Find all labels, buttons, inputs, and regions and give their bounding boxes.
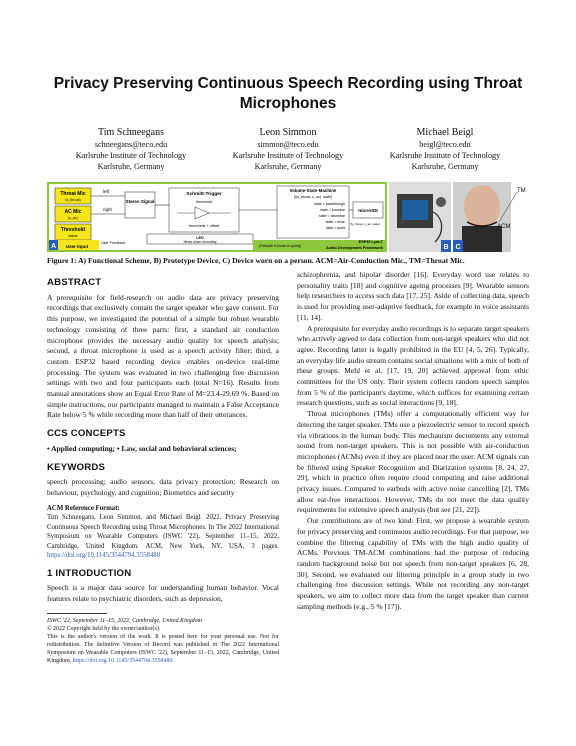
label-b: B [443, 244, 449, 251]
author-location: Karlsruhe, Germany [97, 162, 165, 171]
right-paragraph-4: Our contributions are of two kind: First, we propose a wearable system for privacy preserving and continuous audio recordings. For that purpose, we combine the filtering capability of TMs with the high audio quality of ACMs. Previous TM-ACM combinations had the purpose of reducing random background noise but not speech from non-target speakers [6, 28, 30]. Second, we evaluated our filtering principle in a group study in two challenging free discussion settings. While not recording any non-target speakers, we aim to collect more data from the target speaker than current sampling methods (e.g., 5 % [17]). [297, 516, 529, 611]
footnote-rule [47, 613, 107, 614]
intro-text: Speech is a major data source for understanding human behavior. Vocal features relate to psychiatric disorders, such as depression, [47, 583, 279, 604]
label-c: C [455, 244, 461, 251]
abstract-text: A prerequisite for field-research on audio data are privacy preserving recordings that exclusively contain the target speaker who gave consent. For this purpose, we investigated the potential of a simple but robust wearable technology consisting of three parts: first, a standard air conduction microphone provides the necessary audio quality for speech analysis; second, a throat microphone is used as a speech activity filter; third, a custom ESP32 based recording device enables on-device real-time processing. The system was evaluated in two challenging free discussion settings with two and four participants each (total N=16). Results from manual annotations show an Equal Error Rate of M=23.4-29.69 %. Based on simple instructions, our participants managed to maintain a False Acceptance Rate below 5 % while recording more than half of their utterances. [47, 292, 279, 420]
stereo-signal-text: Stereo Signal [125, 199, 155, 204]
left-label: left [103, 189, 110, 194]
acm-doi-link[interactable]: https://doi.org/10.1145/3544794.3558480 [47, 552, 161, 560]
acm-ref-body: Tim Schneegans, Leon Simmon, and Michael Beigl. 2022. Privacy Preserving Continuous Speech Recording using Throat Microphones. In The 2022 International Symposium on Wearable Computers (ISWC '22), September 11–15, 2022, Cambridge, United Kingdom. ACM, New York, NY, USA, 3 pages. [47, 514, 279, 550]
vsm-box [277, 186, 349, 238]
stereo-signal-label [126, 199, 155, 204]
author-1 [56, 126, 206, 172]
paper-title: Privacy Preserving Continuous Speech Recording using Throat Microphones [53, 75, 523, 112]
vsm-state-5: state = quiet [325, 226, 345, 230]
throat-mic-sub: (s_throat) [65, 198, 81, 202]
author-name: Michael Beigl [416, 127, 474, 138]
author-name: Leon Simmon [259, 127, 317, 138]
schmitt-offset: threshold + offset [188, 223, 220, 228]
author-3 [370, 126, 520, 172]
esp-label: ESP32 Lyra-T [358, 240, 383, 244]
footnote-version [47, 633, 279, 665]
led-text: blinks when recording [183, 240, 217, 244]
led-label: LED [196, 236, 204, 240]
acm-ref-heading: ACM Reference Format: [47, 504, 120, 512]
mic-capsule-icon [436, 197, 446, 207]
ccs-text: • Applied computing; • Law, social and behavioral sciences; [47, 443, 237, 453]
schmitt-label: Schmitt-Trigger [186, 192, 222, 197]
abstract-heading: ABSTRACT [47, 277, 102, 288]
ac-mic-label: AC Mic [64, 209, 82, 215]
figure-caption: Figure 1: A) Functional Scheme, B) Prototype Device, C) Device worn on a person. ACM=Air-Conduction Mic., TM=Throat Mic. [47, 256, 465, 265]
threshold-sub: value [68, 233, 78, 238]
device-board [402, 200, 428, 220]
ac-mic-sub: (s_ac) [68, 216, 78, 220]
right-paragraph-1: schizophrenia, and bipolar disorder [16]. Everyday word use relates to personality traits [18] and cognitive ageing processes [9]. Wearable sensors help researchers to access such data [17, 25]. Aside of collecting data, speech is used for providing user-adaptive feedback, for example in voice assistants [11, 14]. [297, 270, 529, 322]
acm-label: ACM [497, 224, 511, 230]
acm-ref-text [47, 513, 279, 561]
ccs-heading: CCS CONCEPTS [47, 428, 126, 440]
author-email: simmon@teco.edu [257, 140, 319, 149]
framework-label: Audio Development Framework [326, 246, 383, 250]
vsm-state-3: state = decrease [319, 214, 345, 218]
footnote-version-text: This is the author's version of the work. It is posted here for your personal use. Not for redistribution. The definitive Version of Record was published in The 2022 International Symposium on Wearable Computers (ISWC '22), September 11–15, 2022, Cambridge, United Kingdom, [47, 633, 279, 664]
microsd-sub: f(s_throat, s_ac, state) [350, 222, 380, 226]
author-location: Karlsruhe, Germany [411, 162, 479, 171]
author-location: Karlsruhe, Germany [254, 162, 322, 171]
footnote-venue: ISWC '22, September 11–15, 2022, Cambridge, United Kingdom [47, 617, 202, 624]
footnote-copyright: © 2022 Copyright held by the owner/author(s). [47, 625, 161, 632]
right-label: right [103, 207, 112, 212]
schmitt-threshold: threshold [195, 199, 213, 204]
author-affiliation: Karlsruhe Institute of Technology [232, 151, 344, 160]
footnote-doi-link[interactable]: https://doi.org/10.1145/3544794.3558480. [72, 657, 175, 664]
right-column [297, 270, 529, 613]
author-email: beigl@teco.edu [419, 140, 471, 149]
vsm-state-4: state = mute [325, 220, 345, 224]
tm-label: TM [517, 188, 526, 194]
figure-1 [47, 182, 531, 252]
author-affiliation: Karlsruhe Institute of Technology [389, 151, 501, 160]
keywords-heading: KEYWORDS [47, 461, 106, 473]
stereo-signal-box [125, 192, 155, 218]
right-paragraph-2: A prerequisite for everyday audio recordings is to separate target speakers who actively agreed to data collection from non-target speakers who did not agree. Recording latter is legally prohibited in the EU [4, 5, 26]. Typically, an everyday life audio stream contains social situations with a mix of both of these groups. Mehl et al. [17, 19, 20] achieved approval from ethic committees for the US only. Their system collects random speech samples from 5 % of the participant's daytime, which suffices for examining certain research questions, such as social interactions [9, 18]. [297, 323, 529, 408]
author-2 [213, 126, 363, 172]
vsm-label: Volume-State-Machine [289, 188, 337, 193]
vsm-sub: (f(s_throat, s_ac), state) [293, 195, 333, 199]
keywords-text: speech processing; audio sensors, data privacy protection; Research on behaviour, psychology, and cognition; Biometrics and security [47, 477, 279, 497]
throat-mic-label: Throat Mic [60, 191, 86, 197]
left-column [47, 270, 279, 665]
intro-heading: 1 INTRODUCTION [47, 567, 132, 579]
author-name: Tim Schneegans [97, 127, 165, 138]
microsd-label: microSD [358, 209, 378, 214]
author-affiliation: Karlsruhe Institute of Technology [75, 151, 187, 160]
threshold-label: Threshold [60, 227, 86, 233]
right-paragraph-3: Throat microphones (TMs) offer a computationally efficient way for detecting the target speaker. TMs use a piezoelectric sensor to record speech via vibrations in the human body. This mechanism decrements any external sound from non-target speakers. This is not possible with air-conduction microphones (ACMs) even if they are placed near the user. ACM signals can be filtered using Speaker Recognition and Diarization systems [8, 24, 27, 29], which in practice often require cloud computing and raise additional privacy issues. Compared to earbuds with active noise cancelling [2], TMs allow ear-free interactions. However, TMs do not meet the data quality requirements for extensive speech analysis (but see [21, 22]). [297, 409, 529, 515]
person-shirt [462, 226, 502, 252]
feedback-formula: (Failsafe if (mute or quiet)) [259, 244, 302, 248]
user-input-label: User Input [65, 244, 89, 249]
vsm-state-2: state = increase [320, 208, 345, 212]
vsm-state-1: state = passthrough [314, 202, 345, 206]
user-feedback-label: User Feedback [101, 241, 126, 245]
label-a: A [50, 243, 57, 250]
author-email: schneegans@teco.edu [94, 140, 168, 149]
